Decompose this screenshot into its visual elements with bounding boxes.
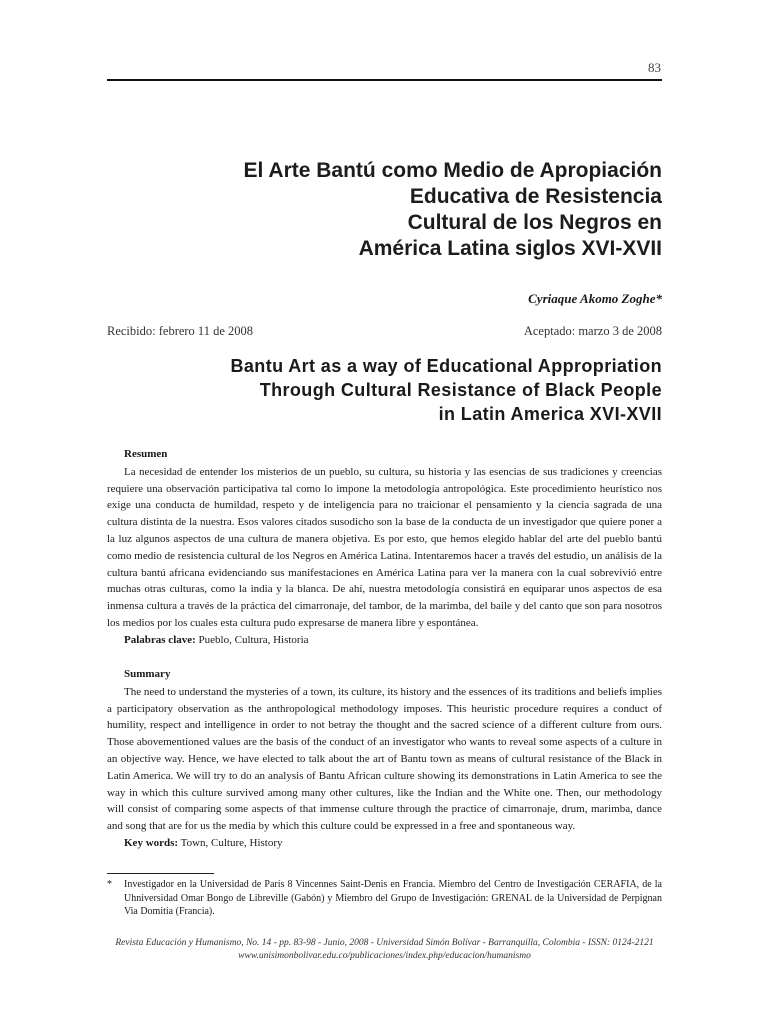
footnote-text: Investigador en la Universidad de París 8 Vincennes Saint-Denis en Francia. Miembro del Centro de Investigación CERAFIA, de la Uhniversidad Omar Bongo de Libreville (Gabón) y Miembro del Grupo de Investigación: GRENAL de la Universidad de Perpignan Via Domitia (Francia). [124, 879, 662, 917]
spanish-title-line: Cultural de los Negros en [407, 211, 662, 234]
accepted-date: Aceptado: marzo 3 de 2008 [523, 324, 662, 338]
journal-url[interactable]: www.unisimonbolivar.edu.co/publicaciones/index.php/educacion/humanismo [238, 951, 531, 961]
spanish-title [107, 158, 662, 262]
english-title-line: Bantu Art as a way of Educational Appropriation [230, 356, 662, 376]
english-title-line: Through Cultural Resistance of Black People [259, 380, 662, 400]
spanish-title-line: Educativa de Resistencia [409, 185, 662, 208]
resumen-keywords [107, 632, 662, 649]
author-name: Cyriaque Akomo Zoghe* [528, 291, 662, 306]
summary-section [107, 666, 662, 852]
resumen-keywords-label: Palabras clave: [124, 633, 196, 646]
footnote-mark: * [107, 879, 112, 890]
received-date: Recibido: febrero 11 de 2008 [107, 324, 254, 338]
summary-keywords-label: Key words: [124, 836, 179, 849]
journal-citation: Revista Educación y Humanismo, No. 14 - pp. 83-98 - Junio, 2008 - Universidad Simón Bolívar - Barranquilla, Colombia - ISSN: 0124-2121 [115, 938, 654, 948]
summary-keywords [107, 835, 662, 852]
resumen-keywords-values: Pueblo, Cultura, Historia [198, 633, 309, 646]
english-title-line: in Latin America XVI-XVII [438, 404, 662, 424]
summary-keywords-values: Town, Culture, History [180, 836, 283, 849]
resumen-body: La necesidad de entender los misterios de un pueblo, su cultura, su historia y las esencias de sus tradiciones y creencias requiere una observación participativa tal como lo impone la metodología antropológica. Este procedimiento heurístico nos exige una conducta de humildad, respeto y de inteligencia para no traicionar el pensamiento y la ciencia sagrada de una cultura distinta de la nuestra. Esos valores citados susodicho son la base de la conducta de un investigador que quiere poner a la luz algunos aspectos de una cultura de manera objetiva. Es por esto, que hemos elegido hablar del arte del pueblo bantú como medio de resistencia cultural de los Negros en América Latina. Intentaremos hacer a través del estudio, un análisis de la cultura bantú africana evidenciando sus manifestaciones en América Latina para ver la manera con la cual sobrevivió entre muchas otras culturas, como la india y la blanca. De ahí, nuestra metodología consistirá en equiparar unos aspectos de esa inmensa cultura a través de la práctica del cimarronaje, del tambor, de la marimba, del baile y del canto que son para nosotros los medios por los cuales esta cultura pudo expresarse de manera libre y espontánea. [107, 465, 662, 629]
resumen-heading: Resumen [124, 448, 168, 460]
footnote [107, 878, 662, 919]
english-title [107, 354, 662, 426]
journal-footer [107, 937, 662, 963]
spanish-title-line: América Latina siglos XVI-XVII [358, 237, 662, 260]
footnote-rule [107, 873, 214, 874]
spanish-title-line: El Arte Bantú como Medio de Apropiación [243, 159, 662, 182]
page-number: 83 [648, 60, 661, 75]
resumen-section [107, 446, 662, 649]
summary-heading: Summary [124, 668, 171, 680]
header-rule [107, 79, 662, 81]
summary-body: The need to understand the mysteries of a town, its culture, its history and the essences of its traditions and beliefs implies a participatory observation as the anthropological methodology imposes. This heuristic procedure requires a conduct of humility, respect and intelligence in order to not betray the thought and the sacred science of a different culture from ours. Those abovementioned values are the basis of the conduct of an investigator who wants to reveal some aspects of a culture in an objective way. Hence, we have elected to talk about the art of Bantu town as means of cultural resistance of the Black in Latin America. We will try to do an analysis of Bantu African culture showing its demonstrations in Latin America to see the way in which this culture survived among many other cultures, like the Indian and the White one. Then, our methodology will consist of comparing some aspects of that immense culture through the practice of cimarronaje, drum, marimba, dance and song that are for us the media by which this culture could be expressed in a free and spontaneous way. [107, 685, 662, 833]
